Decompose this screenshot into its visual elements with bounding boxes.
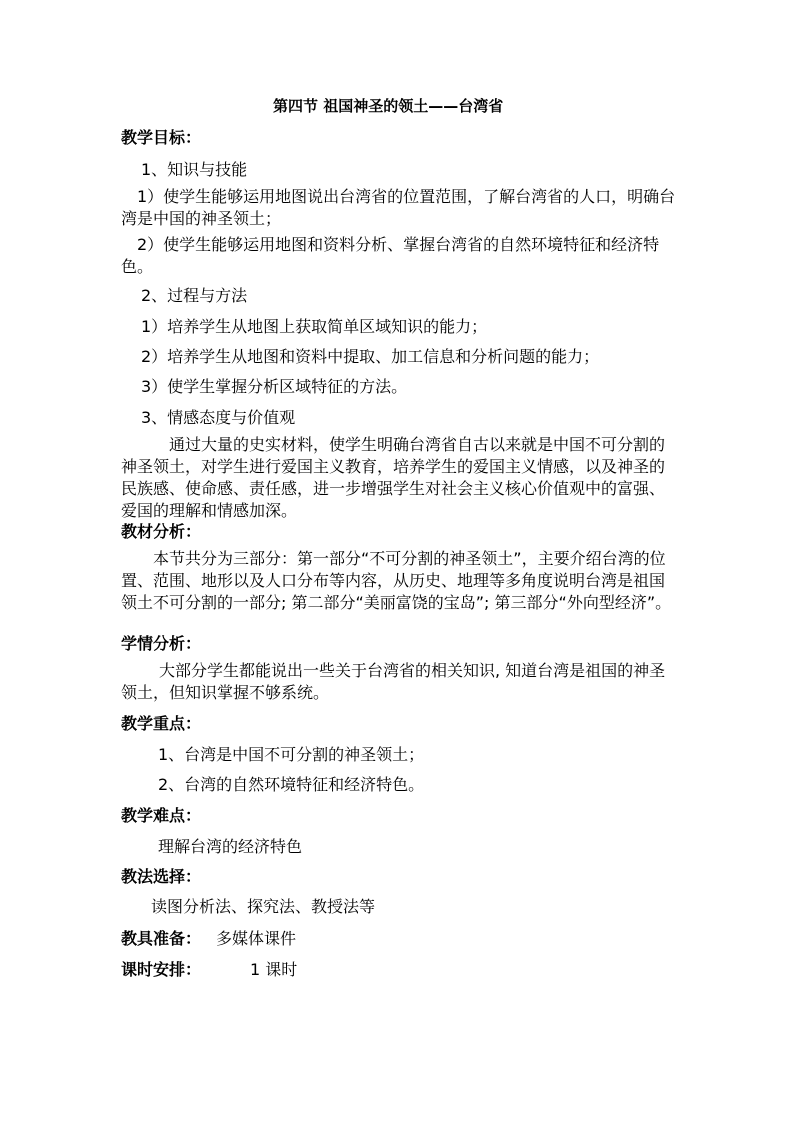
students-text: 大部分学生都能说出一些关于台湾省的相关知识, 知道台湾是祖国的神圣领土，但知识掌握不够系统。 (121, 661, 666, 702)
method-heading: 教法选择： (121, 867, 202, 886)
tools-heading: 教具准备： (121, 929, 202, 948)
keypoint-item: 1、台湾是中国不可分割的神圣领土； (158, 745, 425, 764)
objective-emotion-p1: 通过大量的史实材料，使学生明确台湾省自古以来就是中国不可分割的神圣领土，对学生进行爱国主义教育，培养学生的爱国主义情感，以及神圣的民族感、使命感、责任感，进一步增强学生对社会主义核心价值观中的富强、爱国的理解和情感加深。 (121, 435, 666, 520)
students-heading: 学情分析： (121, 634, 202, 653)
material-heading: 教材分析： (121, 522, 202, 541)
objectives-heading: 教学目标： (121, 128, 202, 147)
difficulty-heading: 教学难点： (121, 806, 202, 825)
objective-process-p2: 2）培养学生从地图和资料中提取、加工信息和分析问题的能力； (141, 347, 600, 366)
keypoint-item: 2、台湾的自然环境特征和经济特色。 (158, 775, 425, 794)
time-heading: 课时安排： (121, 960, 202, 979)
objective-knowledge-title: 1、知识与技能 (141, 160, 248, 179)
objective-knowledge-p2: 2）使学生能够运用地图和资料分析、掌握台湾省的自然环境特征和经济特色。 (121, 235, 660, 276)
objective-process-p3: 3）使学生掌握分析区域特征的方法。 (141, 377, 408, 396)
method-text: 读图分析法、探究法、教授法等 (151, 897, 376, 916)
objective-knowledge-p1: 1）使学生能够运用地图说出台湾省的位置范围，了解台湾省的人口，明确台湾是中国的神圣领土； (121, 187, 676, 228)
objective-process-p1: 1）培养学生从地图上获取简单区域知识的能力； (141, 317, 488, 336)
keypoints-heading: 教学重点： (121, 714, 202, 733)
tools-text: 多媒体课件 (216, 929, 297, 948)
material-text: 本节共分为三部分：第一部分“不可分割的神圣领土”，主要介绍台湾的位置、范围、地形以及人口分布等内容，从历史、地理等多角度说明台湾是祖国领土不可分割的一部分; 第二部分“美丽富饶的宝岛”; 第三部分“外向型经济”。 (121, 549, 672, 612)
objective-process-title: 2、过程与方法 (141, 286, 248, 305)
time-text: 1 课时 (250, 960, 298, 979)
document-title: 第四节 祖国神圣的领土——台湾省 (273, 97, 504, 115)
objective-emotion-title: 3、情感态度与价值观 (141, 408, 296, 427)
difficulty-text: 理解台湾的经济特色 (158, 837, 303, 856)
